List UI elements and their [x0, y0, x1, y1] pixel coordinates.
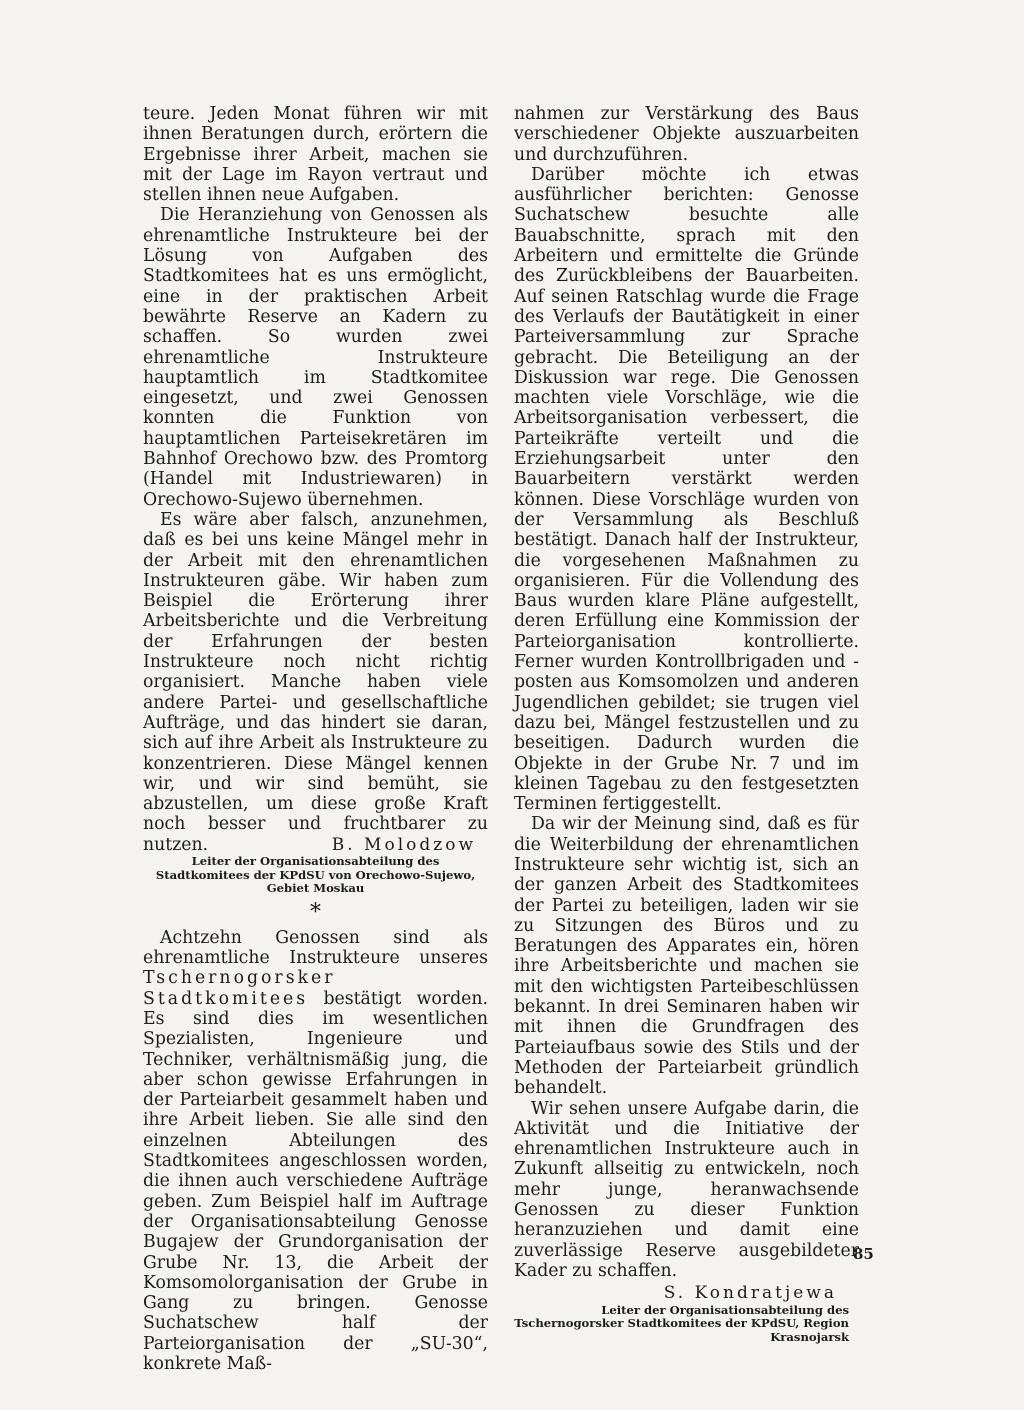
spaced-text-run: Tschernogorsker Stadtkomitees	[143, 968, 336, 1009]
paragraph: Wir sehen unsere Aufgabe darin, die Aktivität und die Initiative der ehrenamtlichen Instrukteure auch in Zukunft allseitig zu entwickeln, noch mehr junge, heranwachsende Genossen zu dieser Funktion heranzuziehen und damit eine zuverlässige Reserve ausgebildeter Kader zu schaffen.	[514, 1098, 859, 1281]
paragraph	[143, 928, 488, 1375]
signature-affiliation: Leiter der Organisationsabteilung des Tschernogorsker Stadtkomitees der KPdSU, Region Krasnojarsk	[514, 1302, 849, 1344]
signature-name: B. Molodzow	[331, 834, 476, 855]
paragraph: Es wäre aber falsch, anzunehmen, daß es bei uns keine Mängel mehr in der Arbeit mit den ehrenamtlichen Instrukteuren gäbe. Wir haben zum Beispiel die Erörterung ihrer Arbeitsberichte und die Verbreitung der Erfahrungen der besten Instrukteure noch nicht richtig organisiert. Manche haben viele andere Partei- und gesellschaftliche Aufträge, und das hindert sie daran, sich auf ihre Arbeit als Instrukteure zu konzentrieren. Diese Mängel kennen wir, und wir sind bemüht, sie abzustellen, um diese große Kraft noch besser und fruchtbarer zu nutzen.	[143, 509, 488, 855]
paragraph: Darüber möchte ich etwas ausführlicher berichten: Genosse Suchatschew besuchte alle Bauabschnitte, sprach mit den Arbeitern und ermittelte die Gründe des Zurückbleibens der Bauarbeiten. Auf seinen Ratschlag wurde die Frage des Verlaufs der Bautätigkeit in einer Parteiversammlung zur Sprache gebracht. Die Beteiligung an der Diskussion war rege. Die Genossen machten viele Vorschläge, wie die Arbeitsorganisation verbessert, die Parteikräfte verteilt und die Erziehungsarbeit unter den Bauarbeitern verstärkt werden können. Diese Vorschläge wurden von der Versammlung als Beschluß bestätigt. Danach half der Instrukteur, die vorgesehenen Maßnahmen zu organisieren. Für die Vollendung des Baus wurden klare Pläne aufgestellt, deren Erfüllung eine Kommission der Parteiorganisation kontrollierte. Ferner wurden Kontrollbrigaden und -posten aus Komsomolzen und anderen Jugendlichen gebildet; sie trugen viel dazu bei, Mängel festzustellen und zu beseitigen. Dadurch wurden die Objekte in der Grube Nr. 7 und im kleinen Tagebau zu den festgesetzten Terminen fertiggestellt.	[514, 164, 859, 815]
paragraph: nahmen zur Verstärkung des Baus verschiedener Objekte auszuarbeiten und durchzuführen.	[514, 104, 859, 165]
right-column	[514, 104, 859, 1344]
paragraph: teure. Jeden Monat führen wir mit ihnen Beratungen durch, erörtern die Ergebnisse ihrer Arbeit, machen sie mit der Lage im Rayon vertraut und stellen ihnen neue Aufgaben.	[143, 104, 488, 206]
left-column	[143, 104, 488, 1374]
text-run: bestätigt worden. Es sind dies im wesentlichen Spezialisten, Ingenieure und Techniker, verhältnismäßig jung, die aber schon gewisse Erfahrungen in der Parteiarbeit gesammelt haben und ihre Arbeit lieben. Sie alle sind den einzelnen Abteilungen des Stadtkomitees angeschlossen worden, die ihnen auch verschiedene Aufträge geben. Zum Beispiel half im Auftrage der Organisationsabteilung Genosse Bugajew der Grundorganisation der Grube Nr. 13, die Arbeit der Komsomolorganisation der Grube in Gang zu bringen. Genosse Suchatschew half der Parteiorganisation der „SU-30“, konkrete Maß-	[143, 988, 488, 1375]
paragraph: Die Heranziehung von Genossen als ehrenamtliche Instrukteure bei der Lösung von Aufgaben des Stadtkomitees hat es uns ermöglicht, eine in der praktischen Arbeit bewährte Reserve an Kadern zu schaffen. So wurden zwei ehrenamtliche Instrukteure hauptamtlich im Stadtkomitee eingesetzt, und zwei Genossen konnten die Funktion von hauptamtlichen Parteisekretären im Bahnhof Orechowo bzw. des Promtorg (Handel mit Industriewaren) in Orechowo-Sujewo übernehmen.	[143, 205, 488, 510]
signature-name: S. Kondratjewa	[663, 1283, 837, 1304]
signature-affiliation: Leiter der Organisationsabteilung des Stadtkomitees der KPdSU von Orechowo-Sujewo, Gebiet Moskau	[155, 854, 476, 896]
page-number: 85	[853, 1245, 874, 1263]
text-run: Achtzehn Genossen sind als ehrenamtliche Instrukteure unseres	[143, 927, 488, 969]
section-separator: *	[310, 899, 321, 925]
paragraph: Da wir der Meinung sind, daß es für die Weiterbildung der ehrenamtlichen Instrukteure sehr wichtig ist, sich an der ganzen Arbeit des Stadtkomitees der Partei zu beteiligen, laden wir sie zu Sitzungen des Büros und zu Beratungen des Apparates ein, hören ihre Arbeitsberichte und machen sie mit den wichtigsten Parteibeschlüssen bekannt. In drei Seminaren haben wir mit ihnen die Grundfragen des Parteiaufbaus sowie des Stils und der Methoden der Parteiarbeit gründlich behandelt.	[514, 814, 859, 1099]
